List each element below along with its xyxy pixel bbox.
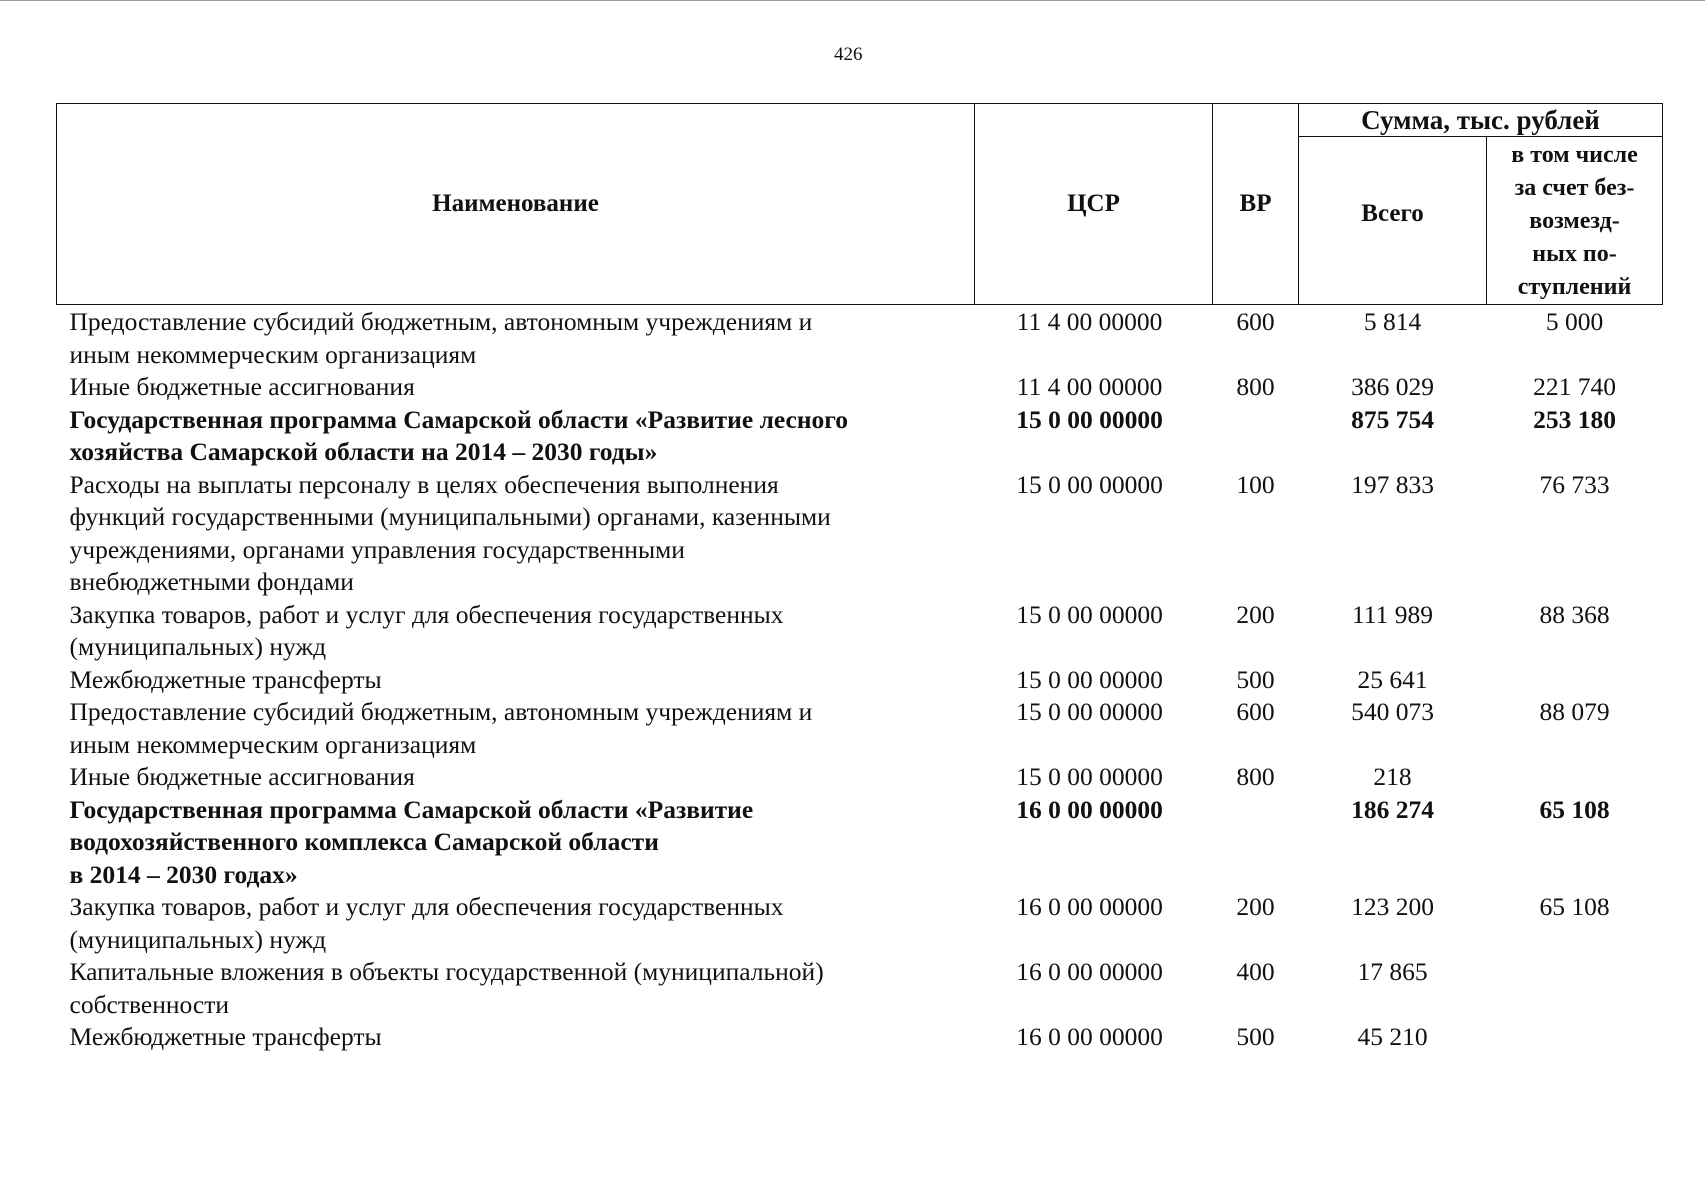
row-total: 111 989: [1352, 599, 1433, 629]
row-name-line: собственности: [69, 989, 229, 1019]
header-bezvozmezd-line: ных по-: [1532, 241, 1617, 267]
row-total: 386 029: [1351, 372, 1434, 401]
row-vr: 100: [1236, 469, 1275, 499]
row-total: 540 073: [1351, 697, 1434, 726]
row-bezvozmezd: 88 079: [1539, 697, 1610, 726]
row-name-line: водохозяйственного комплекса Самарской области: [69, 827, 659, 856]
row-csr: 11 4 00 00000: [1016, 372, 1163, 401]
row-name-line: Иные бюджетные ассигнования: [69, 762, 415, 791]
row-bezvozmezd: [1487, 1021, 1663, 1054]
row-vr: 600: [1236, 697, 1275, 726]
row-vr: 500: [1236, 664, 1275, 694]
row-csr: 16 0 00 00000: [1016, 892, 1163, 921]
row-total: 25 641: [1357, 664, 1428, 694]
row-name: [57, 794, 975, 892]
row-bezvozmezd: 253 180: [1533, 404, 1616, 434]
row-vr: [1213, 404, 1299, 469]
row-bezvozmezd: 76 733: [1539, 469, 1610, 499]
row-name-line: Предоставление субсидий бюджетным, автономным учреждениям и: [69, 697, 813, 726]
table-row: [57, 1021, 1663, 1054]
table-row: [57, 599, 1663, 664]
row-bezvozmezd: 88 368: [1539, 599, 1610, 629]
row-total: 875 754: [1351, 404, 1434, 434]
table-row: [57, 404, 1663, 469]
table-header: [57, 104, 1663, 305]
row-csr: 16 0 00 00000: [1016, 1022, 1163, 1051]
row-csr: 15 0 00 00000: [1016, 697, 1163, 726]
row-total: 17 865: [1357, 957, 1428, 986]
row-vr: 200: [1236, 892, 1275, 921]
table-row: [57, 664, 1663, 697]
row-name: [57, 371, 975, 404]
table-row: [57, 371, 1663, 404]
header-bezvozmezd-line: в том числе: [1511, 142, 1638, 168]
table-row: [57, 696, 1663, 761]
row-bezvozmezd: [1487, 664, 1663, 697]
header-bezvozmezd-line: ступлений: [1517, 274, 1632, 300]
row-name: [57, 761, 975, 794]
row-vr: 400: [1236, 957, 1275, 986]
header-sum-group: Сумма, тыс. рублей: [1299, 104, 1663, 137]
row-name-line: Государственная программа Самарской области «Развитие лесного: [69, 404, 848, 434]
row-vr: 800: [1236, 372, 1275, 401]
row-csr: 15 0 00 00000: [1016, 599, 1163, 629]
row-name-line: (муниципальных) нужд: [69, 924, 327, 954]
header-vr: ВР: [1213, 104, 1299, 305]
table-row: [57, 469, 1663, 599]
table-row: [57, 761, 1663, 794]
row-csr: 16 0 00 00000: [1016, 794, 1163, 824]
row-name-line: (муниципальных) нужд: [69, 632, 327, 661]
row-vr: 600: [1236, 307, 1275, 336]
table-row: [57, 891, 1663, 956]
row-vr: 800: [1236, 762, 1275, 791]
row-bezvozmezd: 5 000: [1545, 307, 1604, 336]
row-bezvozmezd: [1487, 761, 1663, 794]
row-name: [57, 696, 975, 761]
row-csr: 15 0 00 00000: [1016, 664, 1163, 694]
table-row: [57, 794, 1663, 892]
page-number: 426: [834, 44, 863, 65]
row-name-line: Расходы на выплаты персоналу в целях обеспечения выполнения: [69, 469, 779, 499]
row-name: [57, 1021, 975, 1054]
row-name-line: Закупка товаров, работ и услуг для обеспечения государственных: [69, 892, 784, 921]
budget-table: [56, 103, 1663, 1054]
row-total: 45 210: [1357, 1022, 1428, 1051]
top-rule: [0, 0, 1705, 2]
header-bezvozmezd: [1487, 137, 1663, 305]
row-name: [57, 469, 975, 599]
row-bezvozmezd: 65 108: [1539, 892, 1610, 921]
table-row: [57, 305, 1663, 372]
row-total: 123 200: [1351, 892, 1434, 921]
row-name-line: Иные бюджетные ассигнования: [69, 372, 415, 401]
row-name: [57, 305, 975, 372]
row-name-line: функций государственными (муниципальными) органами, казенными: [69, 502, 831, 531]
row-name: [57, 404, 975, 469]
row-csr: 15 0 00 00000: [1016, 469, 1163, 499]
row-total: 186 274: [1351, 794, 1434, 824]
row-name-line: учреждениями, органами управления государственными: [69, 534, 685, 564]
row-vr: 200: [1236, 599, 1275, 629]
row-name-line: хозяйства Самарской области на 2014 – 2030 годы»: [69, 437, 658, 466]
row-name-line: иным некоммерческим организациям: [69, 339, 477, 369]
header-total: Всего: [1299, 137, 1487, 305]
row-name-line: иным некоммерческим организациям: [69, 729, 477, 759]
header-bezvozmezd-line: за счет без-: [1514, 175, 1635, 201]
row-name-line: Государственная программа Самарской области «Развитие: [69, 794, 754, 824]
header-csr: ЦСР: [975, 104, 1213, 305]
row-total: 5 814: [1363, 307, 1422, 336]
row-name: [57, 664, 975, 697]
row-name-line: Закупка товаров, работ и услуг для обеспечения государственных: [69, 599, 784, 629]
row-total: 218: [1373, 762, 1412, 791]
row-name-line: в 2014 – 2030 годах»: [69, 859, 298, 889]
table-row: [57, 956, 1663, 1021]
row-name-line: Межбюджетные трансферты: [69, 664, 382, 694]
row-total: 197 833: [1351, 469, 1434, 499]
row-name: [57, 599, 975, 664]
row-csr: 15 0 00 00000: [1016, 762, 1163, 791]
row-name: [57, 891, 975, 956]
row-csr: 16 0 00 00000: [1016, 957, 1163, 986]
row-name-line: Капитальные вложения в объекты государственной (муниципальной): [69, 957, 824, 986]
row-csr: 15 0 00 00000: [1016, 404, 1163, 434]
row-vr: [1213, 794, 1299, 892]
row-csr: 11 4 00 00000: [1016, 307, 1163, 336]
header-bezvozmezd-line: возмезд-: [1529, 208, 1620, 234]
row-name-line: Межбюджетные трансферты: [69, 1022, 382, 1051]
row-name: [57, 956, 975, 1021]
row-bezvozmezd: [1487, 956, 1663, 1021]
row-vr: 500: [1236, 1022, 1275, 1051]
row-name-line: внебюджетными фондами: [69, 567, 354, 596]
row-bezvozmezd: 221 740: [1533, 372, 1616, 401]
row-bezvozmezd: 65 108: [1539, 794, 1610, 824]
header-name: Наименование: [57, 104, 975, 305]
row-name-line: Предоставление субсидий бюджетным, автономным учреждениям и: [69, 307, 813, 336]
